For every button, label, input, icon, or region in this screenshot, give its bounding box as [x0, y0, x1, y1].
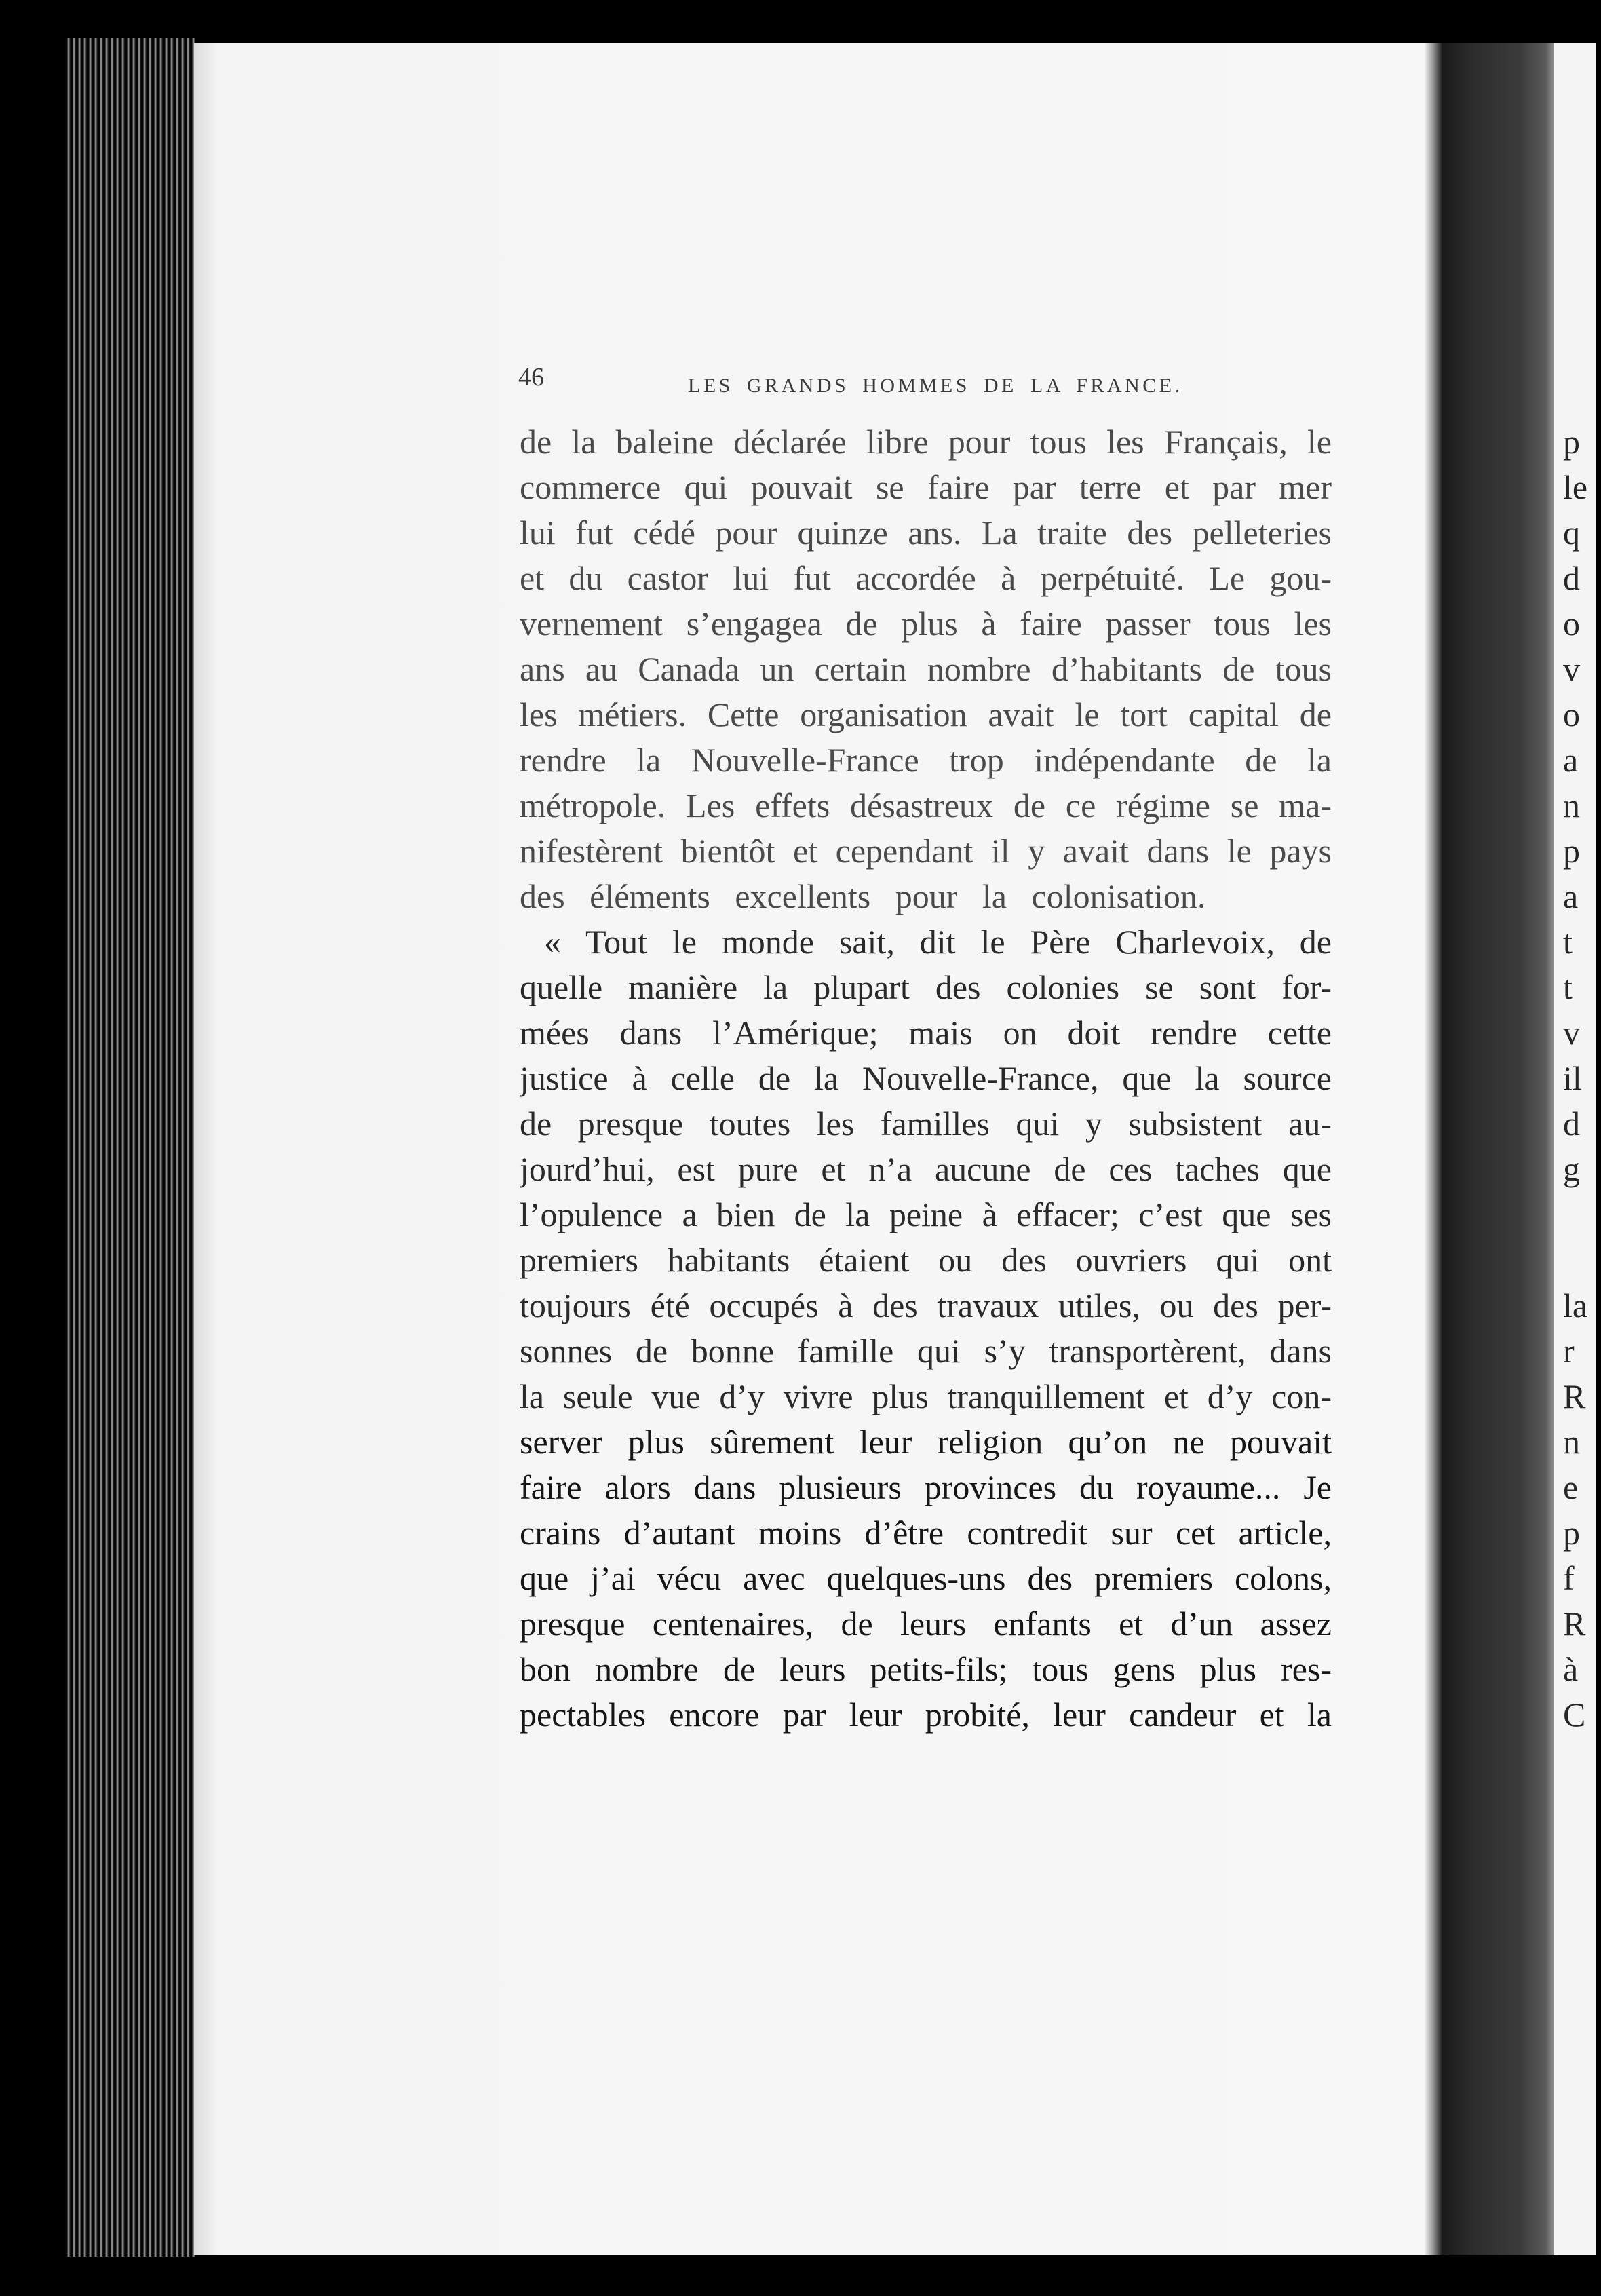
- facing-page-fragment: g: [1563, 1150, 1580, 1188]
- facing-page-fragment: d: [1563, 1105, 1580, 1143]
- text-line: des éléments excellents pour la colonisation.: [520, 877, 1206, 915]
- facing-page-fragment: le: [1563, 468, 1588, 506]
- facing-page-fragment: R: [1563, 1377, 1586, 1415]
- paragraph: [520, 919, 1332, 1738]
- body-text: [520, 419, 1332, 1738]
- facing-page-lower-block: [1563, 1283, 1596, 1738]
- text-line: la seule vue d’y vivre plus tranquillement et d’y con-: [520, 1377, 1332, 1415]
- text-line: pectables encore par leur probité, leur candeur et la: [520, 1696, 1332, 1734]
- text-line: commerce qui pouvait se faire par terre et par mer: [520, 468, 1332, 506]
- facing-page-fragment: d: [1563, 559, 1580, 597]
- facing-page-fragment: à: [1563, 1650, 1579, 1688]
- text-line: l’opulence a bien de la peine à effacer; c’est que ses: [520, 1195, 1332, 1233]
- text-line: crains d’autant moins d’être contredit sur cet article,: [520, 1514, 1332, 1552]
- text-line: server plus sûrement leur religion qu’on ne pouvait: [520, 1423, 1332, 1461]
- text-line: ans au Canada un certain nombre d’habitants de tous: [520, 650, 1332, 688]
- text-line: rendre la Nouvelle-France trop indépendante de la: [520, 741, 1332, 779]
- text-line: vernement s’engagea de plus à faire passer tous les: [520, 605, 1332, 643]
- text-line: justice à celle de la Nouvelle-France, que la source: [520, 1059, 1332, 1097]
- text-line: premiers habitants étaient ou des ouvriers qui ont: [520, 1241, 1332, 1279]
- text-line: toujours été occupés à des travaux utiles, ou des per-: [520, 1286, 1332, 1324]
- text-line: faire alors dans plusieurs provinces du royaume... Je: [520, 1468, 1332, 1506]
- text-line: « Tout le monde sait, dit le Père Charlevoix, de: [544, 923, 1332, 961]
- facing-page-fragment: il: [1563, 1059, 1582, 1097]
- facing-page-fragment: a: [1563, 741, 1579, 779]
- text-line: sonnes de bonne famille qui s’y transportèrent, dans: [520, 1332, 1332, 1370]
- text-line: de la baleine déclarée libre pour tous les Français, le: [520, 423, 1332, 461]
- facing-page-fragment: a: [1563, 877, 1579, 915]
- text-line: quelle manière la plupart des colonies se sont for-: [520, 968, 1332, 1006]
- text-line: les métiers. Cette organisation avait le tort capital de: [520, 695, 1332, 733]
- text-line: que j’ai vécu avec quelques-uns des premiers colons,: [520, 1559, 1332, 1597]
- facing-page-fragment: q: [1563, 514, 1580, 552]
- text-line: presque centenaires, de leurs enfants et d’un assez: [520, 1605, 1332, 1643]
- facing-page-fragment: la: [1563, 1286, 1588, 1324]
- text-line: nifestèrent bientôt et cependant il y avait dans le pays: [520, 832, 1332, 870]
- facing-page-fragment: f: [1563, 1559, 1575, 1597]
- page-fore-edge: [65, 38, 195, 2257]
- facing-page-fragment: n: [1563, 1423, 1580, 1461]
- facing-page-fragment: v: [1563, 1014, 1580, 1052]
- text-line: de presque toutes les familles qui y subsistent au-: [520, 1105, 1332, 1143]
- gutter-shadow: [1425, 43, 1554, 2255]
- text-line: lui fut cédé pour quinze ans. La traite des pelleteries: [520, 514, 1332, 552]
- text-line: et du castor lui fut accordée à perpétuité. Le gou-: [520, 559, 1332, 597]
- running-head: LES GRANDS HOMMES DE LA FRANCE.: [688, 375, 1183, 397]
- facing-page-fragment: p: [1563, 1514, 1580, 1552]
- text-line: mées dans l’Amérique; mais on doit rendre cette: [520, 1014, 1332, 1052]
- facing-page-fragment: e: [1563, 1468, 1579, 1506]
- facing-page-fragment: v: [1563, 650, 1580, 688]
- facing-page-fragment: t: [1563, 923, 1573, 961]
- facing-page-fragment: t: [1563, 968, 1573, 1006]
- facing-page-fragment: r: [1563, 1332, 1575, 1370]
- text-line: bon nombre de leurs petits-fils; tous gens plus res-: [520, 1650, 1332, 1688]
- facing-page-fragment: o: [1563, 695, 1580, 733]
- facing-page-fragment: R: [1563, 1605, 1586, 1643]
- facing-page-fragment: o: [1563, 605, 1580, 643]
- text-line: jourd’hui, est pure et n’a aucune de ces taches que: [520, 1150, 1332, 1188]
- facing-page-upper-block: [1563, 419, 1596, 1192]
- facing-page-fragment: C: [1563, 1696, 1586, 1734]
- facing-page: [1554, 43, 1596, 2255]
- paragraph: [520, 419, 1332, 919]
- facing-page-fragment: p: [1563, 423, 1580, 461]
- page-number: 46: [518, 363, 544, 391]
- facing-page-fragment: p: [1563, 832, 1580, 870]
- text-line: métropole. Les effets désastreux de ce régime se ma-: [520, 786, 1332, 824]
- facing-page-fragment: n: [1563, 786, 1580, 824]
